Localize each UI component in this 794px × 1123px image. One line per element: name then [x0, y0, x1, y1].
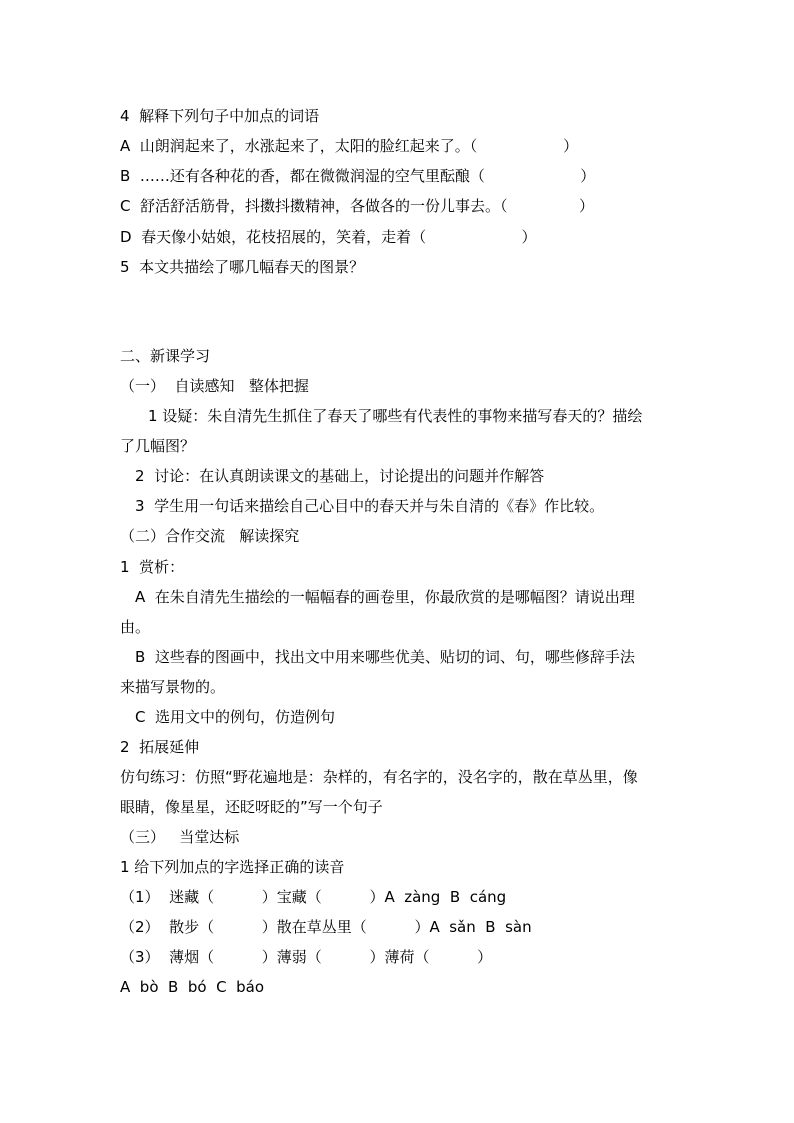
pronunciation-options: A bò B bó C báo — [120, 978, 264, 996]
imitate-line-2: 眼睛，像星星，还眨呀眨的”写一个句子 — [120, 798, 383, 816]
imitate-line-1: 仿句练习：仿照“野花遍地是：杂样的，有名字的，没名字的，散在草丛里，像 — [120, 768, 638, 786]
section-heading: 二、新课学习 — [120, 347, 211, 365]
question-4-option-a: A 山朗润起来了，水涨起来了，太阳的脸红起来了。（ ） — [120, 137, 579, 155]
pronunciation-title: 1 给下列加点的字选择正确的读音 — [120, 858, 345, 876]
prompt-b-line-2: 来描写景物的。 — [120, 678, 226, 696]
prompt-a-line-1: A 在朱自清先生描绘的一幅幅春的画卷里，你最欣赏的是哪幅图？请说出理 — [135, 588, 635, 606]
item-2: 2 讨论：在认真朗读课文的基础上，讨论提出的问题并作解答 — [135, 467, 545, 485]
question-5: 5 本文共描绘了哪几幅春天的图景？ — [120, 258, 365, 276]
item-3: 3 学生用一句话来描绘自己心目中的春天并与朱自清的《春》作比较。 — [135, 497, 605, 515]
part-3-heading: （三） 当堂达标 — [120, 828, 240, 846]
item-1-line-2: 了几幅图？ — [120, 437, 196, 455]
question-4-option-d: D 春天像小姑娘，花枝招展的，笑着，走着（ ） — [120, 228, 537, 246]
extend-heading: 2 拓展延伸 — [120, 738, 200, 756]
item-1-line-1: 1 设疑：朱自清先生抓住了春天了哪些有代表性的事物来描写春天的？描绘 — [148, 407, 643, 425]
question-4-option-c: C 舒活舒活筋骨，抖擞抖擞精神，各做各的一份儿事去。（ ） — [120, 197, 595, 215]
prompt-c: C 选用文中的例句，仿造例句 — [135, 708, 336, 726]
pronunciation-3: （3） 薄烟（ ）薄弱（ ）薄荷（ ） — [120, 948, 493, 966]
prompt-b-line-1: B 这些春的图画中，找出文中用来哪些优美、贴切的词、句，哪些修辞手法 — [135, 648, 635, 666]
part-1-heading: （一） 自读感知 整体把握 — [120, 377, 309, 395]
pronunciation-2: （2） 散步（ ）散在草丛里（ ）A sǎn B sàn — [120, 918, 532, 936]
prompt-a-line-2: 由。 — [120, 618, 151, 636]
question-4-option-b: B ……还有各种花的香，都在微微润湿的空气里酝酿（ ） — [120, 167, 596, 185]
question-4-title: 4 解释下列句子中加点的词语 — [120, 107, 320, 125]
appreciate-heading: 1 赏析： — [120, 558, 185, 576]
pronunciation-1: （1） 迷藏（ ）宝藏（ ）A zàng B cáng — [120, 888, 507, 906]
part-2-heading: （二）合作交流 解读探究 — [120, 527, 300, 545]
